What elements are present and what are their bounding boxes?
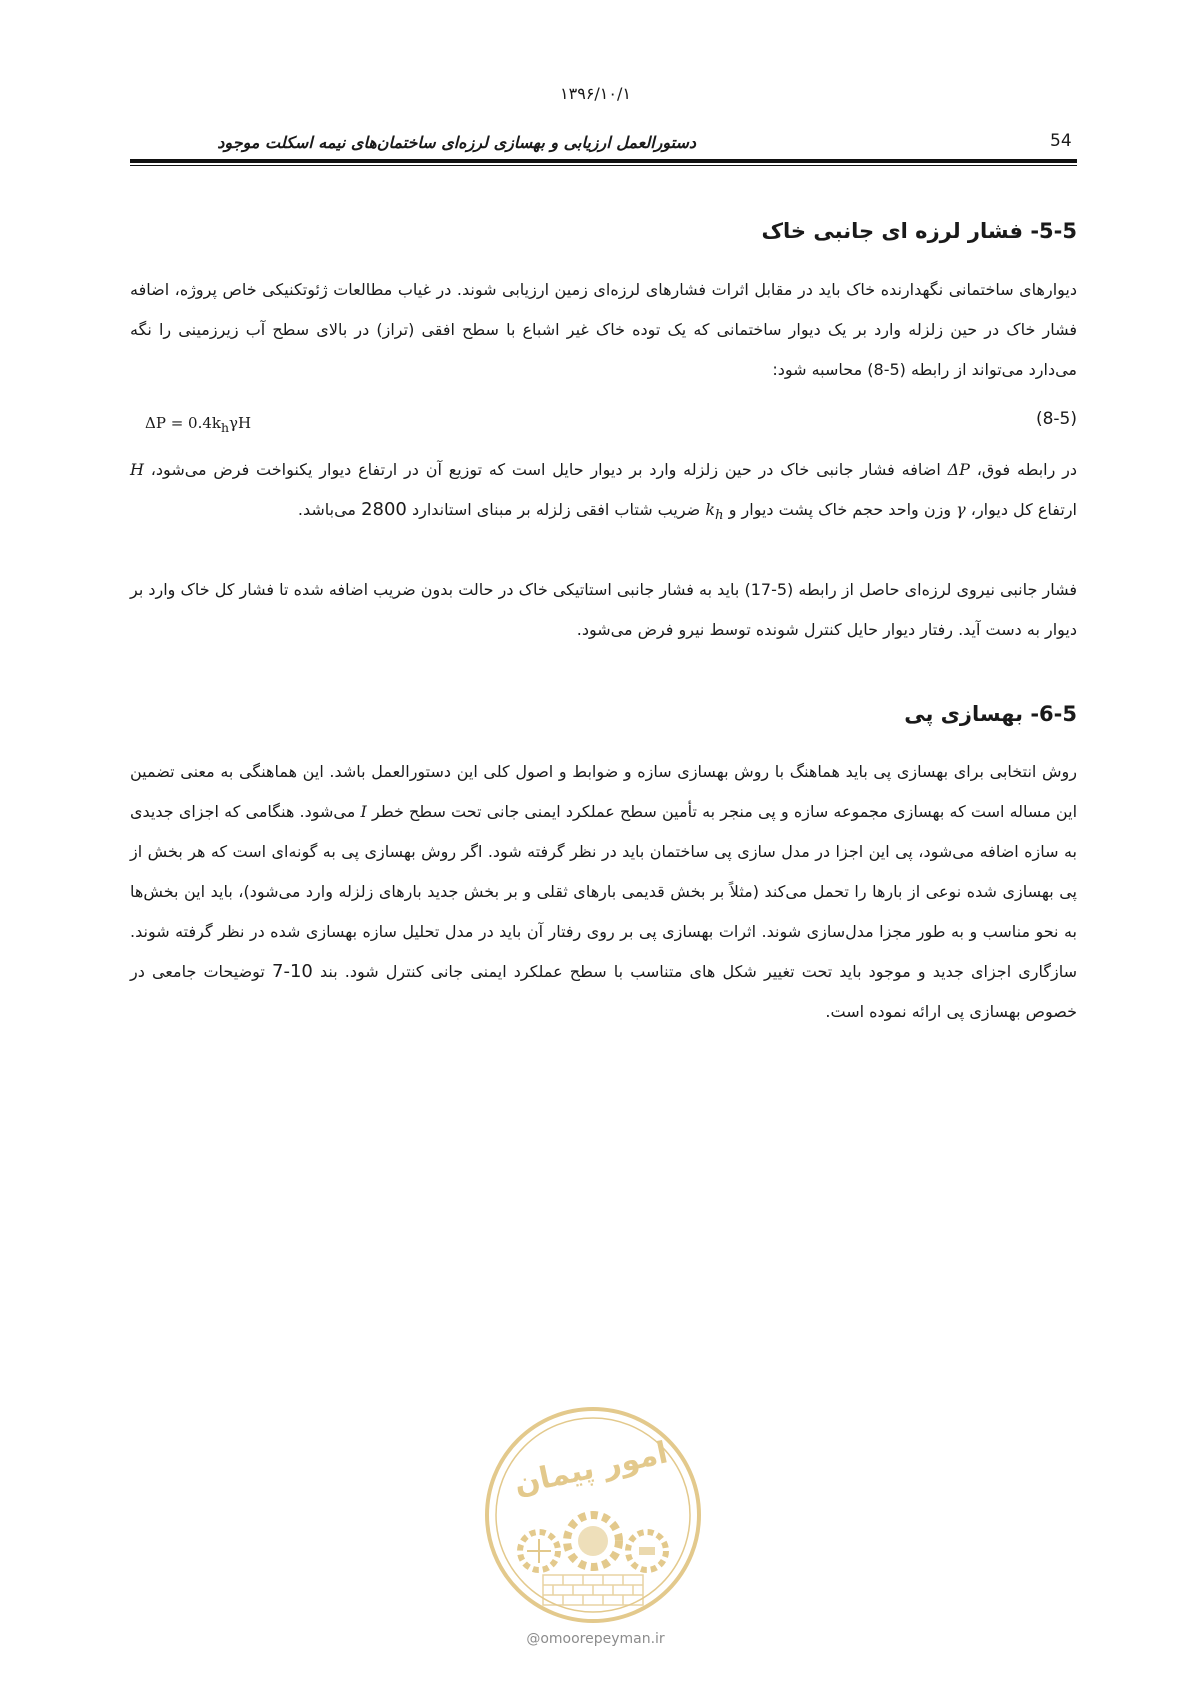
- definitions-text-5: ضریب شتاب افقی زلزله بر مبنای استاندارد: [406, 500, 706, 519]
- foundation-text-2: می‌شود. هنگامی که اجزای جدیدی به سازه اضافه می‌شود، پی این اجزا در مدل سازی پی ساختمان باید در نظر گرفته شود. اگر روش بهسازی پی به گونه‌ای است که هر بخش از پی بهسازی شده نوعی از بارها را تحمل می‌کند (مثلاً بر بخش قدیمی بارهای ثقلی و بر بخش جدید بارهای زلزله وارد می‌شود)، باید این بخش‌ها به نحو مناسب و به طور مجزا مدل‌سازی شوند. اثرات بهسازی پی بر روی رفتار آن باید در مدل تحلیل سازه بهسازی شده در نظر گرفته شوند. سازگاری اجزای جدید و موجود باید تحت تغییر شکل های متناسب با سطح عملکرد ایمنی جانی کنترل شود. بند: [130, 802, 1078, 981]
- gear-icon: [567, 1515, 619, 1567]
- symbol-h: H: [130, 460, 144, 479]
- header-rule-thin: [130, 165, 1077, 166]
- watermark-site: @omoorepeyman.ir: [526, 1631, 665, 1647]
- symbol-kh: [705, 500, 724, 524]
- definitions-text-2: اضافه فشار جانبی خاک در حین زلزله وارد بر دیوار حایل است که توزیع آن در ارتفاع دیوار یکنواخت فرض می‌شود،: [143, 460, 948, 479]
- section-heading-5-5: 5-5- فشار لرزه ای جانبی خاک: [761, 219, 1077, 243]
- header-date: ۱۳۹۶/۱۰/۱: [560, 84, 631, 103]
- foundation-text-1: روش انتخابی برای بهسازی پی باید هماهنگ با روش بهسازی سازه و ضوابط و اصول کلی این دستورالعمل باشد. این هماهنگی به معنی تضمین این مساله است که بهسازی مجموعه سازه و پی منجر به تأمین سطح عملکرد ایمنی جانی تحت سطح خطر: [130, 762, 1078, 821]
- header-rule-thick: [130, 159, 1077, 163]
- paragraph-intro: دیوارهای ساختمانی نگهدارنده خاک باید در مقابل اثرات فشارهای لرزه‌ای زمین ارزیابی شوند. در غیاب مطالعات ژئوتکنیکی خاص پروژه، اضافه فشار خاک در حین زلزله وارد بر یک دیوار ساختمانی که یک توده خاک غیر اشباع با سطح افقی (تراز) در بالای سطح آب زیرزمینی را نگه می‌دارد می‌تواند از رابطه (5-8) محاسبه شود:: [130, 280, 1077, 379]
- standard-number: 2800: [361, 499, 407, 520]
- paragraph-definitions: [130, 450, 1077, 536]
- definitions-text-3: ارتفاع کل دیوار،: [965, 500, 1077, 519]
- paragraph-foundation: [130, 752, 1077, 1032]
- symbol-gamma: γ: [956, 500, 966, 519]
- definitions-text-6: می‌باشد.: [297, 500, 362, 519]
- scale-icon: [520, 1532, 558, 1570]
- brick-wall-icon: [543, 1575, 643, 1605]
- definitions-text-1: در رابطه فوق،: [969, 460, 1077, 479]
- symbol-delta-p: ΔP: [947, 460, 970, 479]
- watermark-logo: [481, 1403, 705, 1627]
- logo-text: امور پیمان: [511, 1435, 671, 1503]
- equation-formula-subscript: h: [220, 420, 230, 435]
- foundation-text-3: توضیحات جامعی در خصوص بهسازی پی ارائه نموده است.: [130, 962, 1077, 1021]
- definitions-text-4: وزن واحد حجم خاک پشت دیوار و: [723, 500, 957, 519]
- equation-formula-main: ΔP = 0.4k: [145, 414, 221, 432]
- header-title: دستورالعمل ارزیابی و بهسازی لرزه‌ای ساختمان‌های نیمه اسکلت موجود: [217, 133, 696, 152]
- paragraph-total-pressure: فشار جانبی نیروی لرزه‌ای حاصل از رابطه (5-17) باید به فشار جانبی استاتیکی خاک در حالت بدون ضریب اضافه شده تا فشار کل خاک وارد بر دیوار به دست آید. رفتار دیوار حایل کنترل شونده توسط نیرو فرض می‌شود.: [130, 580, 1078, 639]
- symbol-kh-subscript: h: [715, 508, 724, 524]
- section-heading-5-6: 6-5- بهسازی پی: [904, 702, 1077, 726]
- symbol-kh-base: k: [705, 500, 716, 519]
- clause-reference: 7-10: [272, 961, 313, 982]
- wrench-icon: [628, 1532, 666, 1570]
- equation-number: (8-5): [1035, 409, 1077, 429]
- equation-formula: [145, 414, 251, 435]
- equation-formula-tail: γH: [229, 414, 252, 432]
- page-number: 54: [1050, 131, 1072, 151]
- hazard-level: I: [360, 802, 367, 821]
